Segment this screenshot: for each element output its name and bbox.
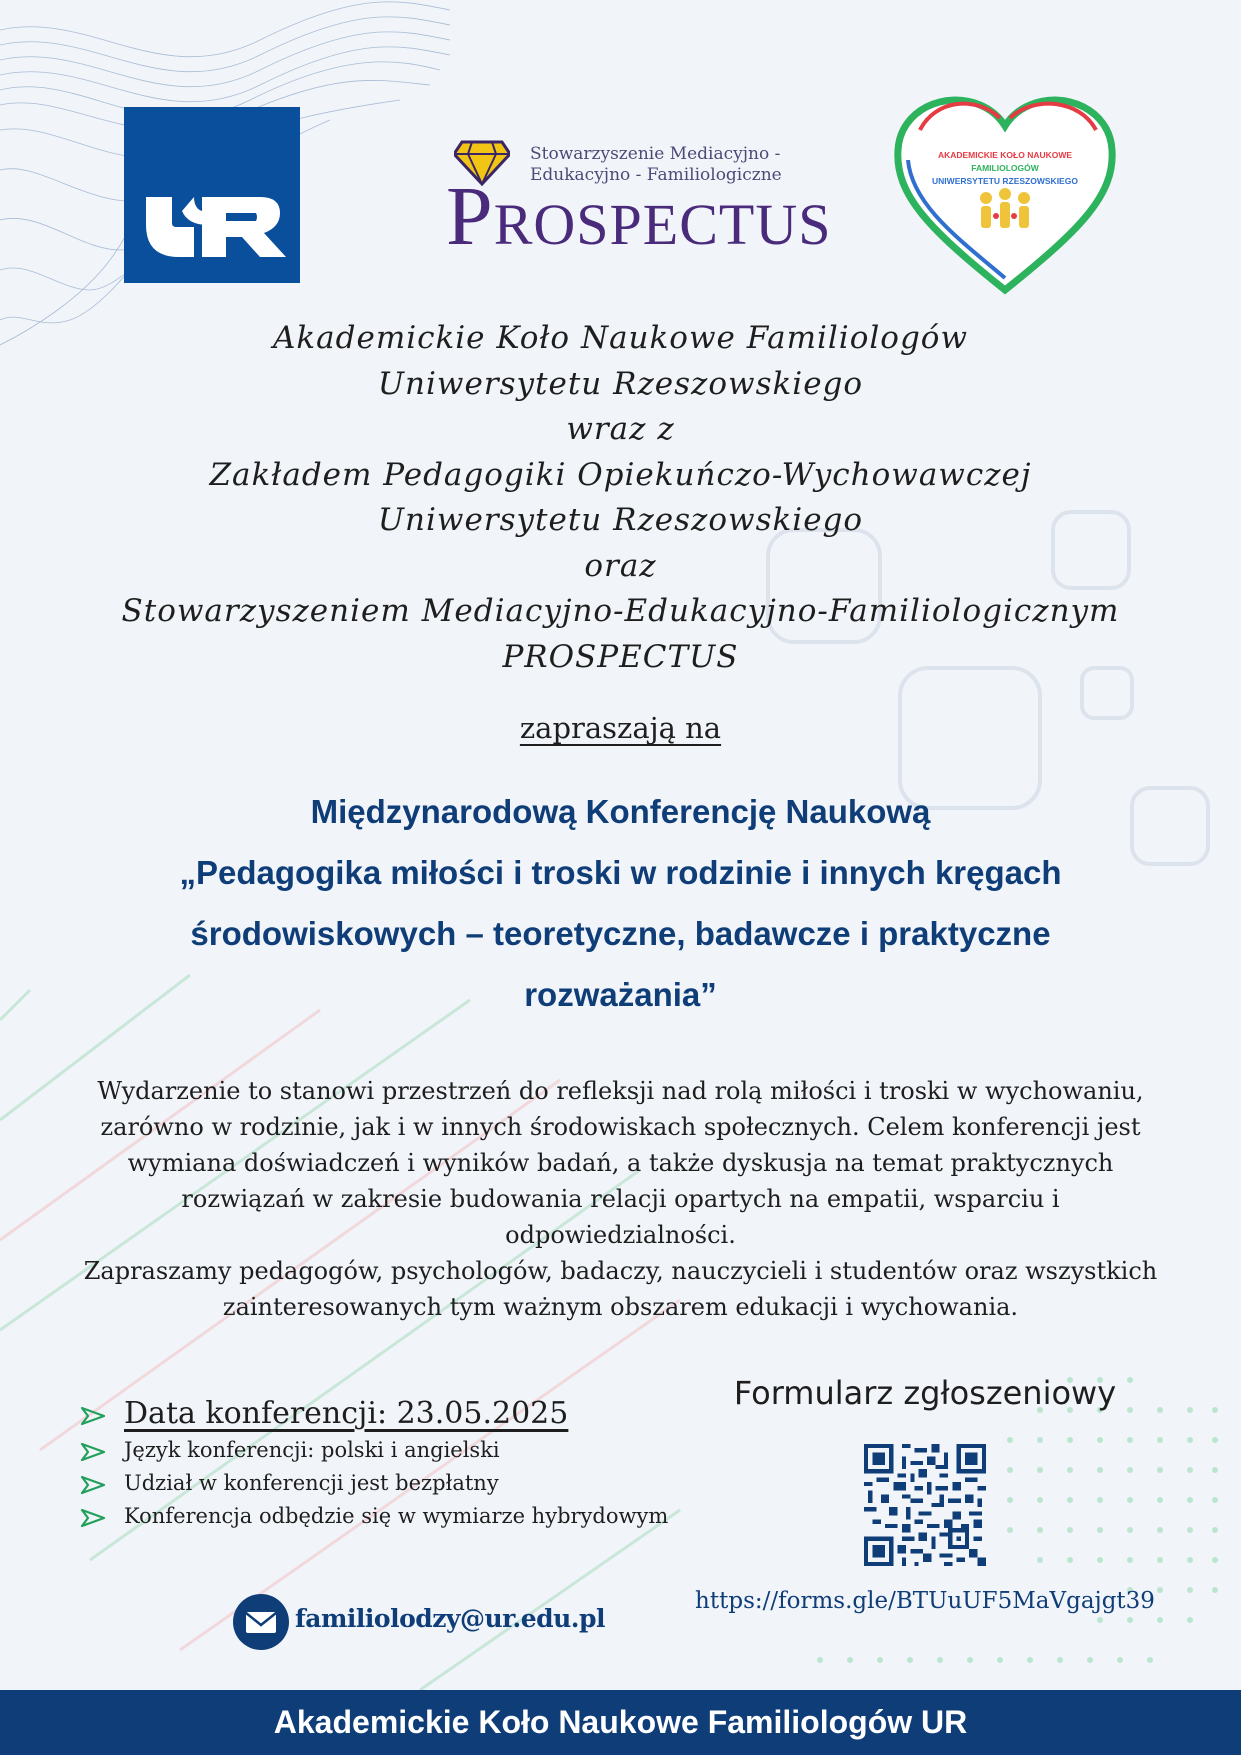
event-description [40,1073,1201,1325]
description-line: Zapraszamy pedagogów, psychologów, badaczy, nauczycieli i studentów oraz wszystkich [83,1257,1158,1285]
arrow-right-icon [80,1406,106,1426]
description-line: Wydarzenie to stanowi przestrzeń do refleksji nad rolą miłości i troski w wychowaniu, [97,1077,1144,1105]
arrow-right-icon [80,1442,106,1462]
invite-text: zapraszają na [519,711,722,745]
conference-title [100,781,1141,1025]
registration-form-link[interactable]: https://forms.gle/BTUuUF5MaVgajgt39 [695,1588,1155,1614]
detail-language: Język konferencji: polski i angielski [80,1434,720,1467]
registration-form-title: Formularz zgłoszeniowy [733,1374,1117,1412]
organizer-line: Uniwersytetu Rzeszowskiego [377,365,864,402]
akn-familiologow-heart-logo [890,90,1120,300]
arrow-right-icon [80,1475,106,1495]
prospectus-wordmark: PROSPECTUS [446,170,832,263]
email-address[interactable]: familiolodzy@ur.edu.pl [295,1604,605,1633]
footer-text: Akademickie Koło Naukowe Familiologów UR [273,1704,968,1740]
heart-logo-line3: UNIWERSYTETU RZESZOWSKIEGO [932,176,1078,186]
prospectus-logo [446,138,832,263]
detail-date: Data konferencji: 23.05.2025 [80,1392,720,1436]
description-line: zainteresowanych tym ważnym obszarem edukacji i wychowania. [222,1293,1019,1321]
organizer-line: oraz [584,547,657,584]
organizer-line: Uniwersytetu Rzeszowskiego [377,502,864,538]
organizer-line: Zakładem Pedagogiki Opiekuńczo-Wychowawczej [209,456,1032,493]
organizer-line: Stowarzyszeniem Mediacyjno-Edukacyjno-Familiologicznym [121,593,1120,629]
description-line: wymiana doświadczeń i wyników badań, a także dyskusja na temat praktycznych [127,1149,1114,1177]
ur-logo [124,107,300,283]
description-line: odpowiedzialności. [505,1221,736,1249]
organizer-line: wraz z [566,411,675,447]
prospectus-subtitle: Stowarzyszenie Mediacyjno - Edukacyjno - Familiologiczne [530,144,782,185]
conference-title-line: rozważania” [524,976,717,1013]
detail-format: Konferencja odbędzie się w wymiarze hybrydowym [80,1500,720,1533]
family-icon [980,188,1030,228]
description-line: zarówno w rodzinie, jak i w innych środowiskach społecznych. Celem konferencji jest [100,1113,1141,1141]
organizer-line: Akademickie Koło Naukowe Familiologów [272,320,969,356]
heart-logo-line1: AKADEMICKIE KOŁO NAUKOWE [937,150,1073,160]
organizer-line: PROSPECTUS [502,638,739,675]
heart-logo-line2: FAMILIOLOGÓW [971,163,1039,173]
conference-title-line: środowiskowych – teoretyczne, badawcze i praktyczne [190,915,1051,952]
conference-title-line: „Pedagogika miłości i troski w rodzinie i innych kręgach [179,854,1062,891]
registration-qr-code[interactable] [864,1444,986,1566]
description-line: rozwiązań w zakresie budowania relacji opartych na empatii, wsparciu i [181,1185,1060,1213]
envelope-icon [233,1594,289,1650]
conference-title-line: Międzynarodową Konferencję Naukową [310,793,931,830]
arrow-right-icon [80,1508,106,1528]
conference-details-list [80,1392,720,1533]
detail-fee: Udział w konferencji jest bezpłatny [80,1467,720,1500]
organizers-block [60,316,1181,680]
